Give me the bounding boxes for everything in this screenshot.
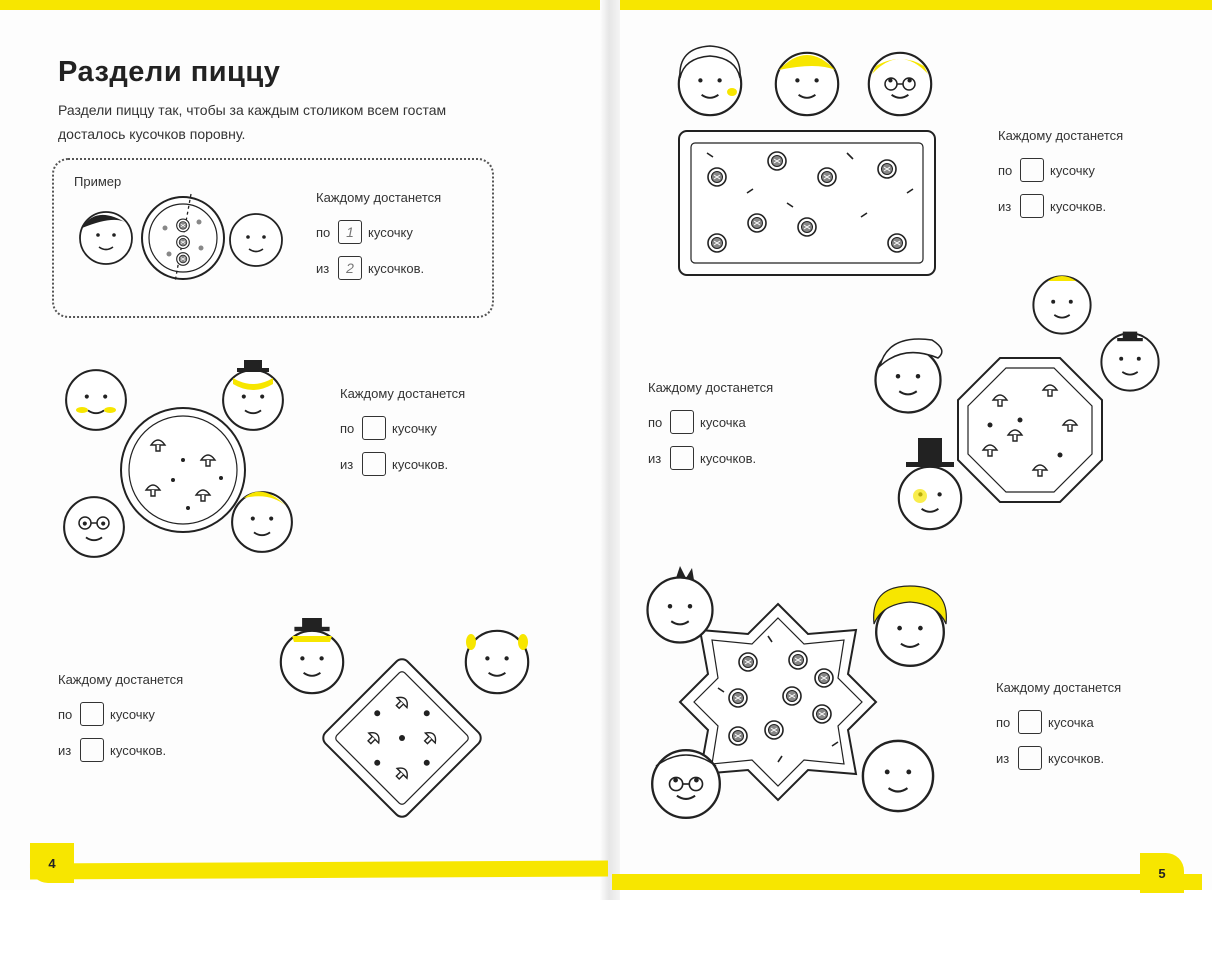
face-icon [232,492,292,552]
face-icon [876,339,942,412]
face-icon [223,360,283,430]
row-suffix: кусочков. [368,260,425,276]
pizza-icon [121,408,245,532]
row-prefix: по [998,162,1013,178]
row-prefix: по [996,714,1011,730]
task3-scene [679,46,935,275]
row-suffix: кусочку [368,224,413,240]
row-suffix: кусочку [392,420,437,436]
answer-heading: Каждому достанется [340,386,466,401]
example-label: Пример [74,174,122,189]
row-suffix: кусочка [700,414,746,430]
task5-scene [648,566,947,818]
task4-scene [876,276,1159,529]
pizza-icon [958,358,1102,502]
answer-heading: Каждому достанется [648,380,774,395]
answer-heading: Каждому достанется [316,190,442,205]
row-suffix: кусочку [1050,162,1095,178]
face-icon [679,46,741,115]
row-suffix: кусочку [110,706,155,722]
example-scene [80,194,282,282]
answer-heading: Каждому достанется [58,672,184,687]
row-prefix: по [316,224,331,240]
face-icon [64,497,124,557]
face-icon [80,212,132,264]
face-icon [776,53,838,115]
face-icon [230,214,282,266]
row-suffix: кусочков. [1048,750,1105,766]
row-prefix: из [340,456,354,472]
page-title: Раздели пиццу [58,56,281,88]
face-icon [874,586,947,666]
face-icon [1033,276,1090,334]
row-suffix: кусочка [1048,714,1094,730]
row-prefix: из [316,260,330,276]
answer-heading: Каждому достанется [996,680,1122,695]
face-icon [1101,332,1158,391]
face-icon [466,631,528,693]
row-suffix: кусочков. [700,450,757,466]
face-icon [652,750,720,818]
face-icon [281,618,343,693]
pizza-icon [142,194,224,282]
page-number-left: 4 [30,843,74,883]
face-icon [648,566,713,643]
page-number-right: 5 [1140,853,1184,893]
row-prefix: из [648,450,662,466]
answer-heading: Каждому достанется [998,128,1124,143]
row-suffix: кусочков. [1050,198,1107,214]
task1-scene [64,360,292,557]
instruction-text: Раздели пиццу так, чтобы за каждым столиком всем гостам досталось кусочков поровну. [58,102,447,142]
face-icon [899,438,961,529]
row-prefix: из [998,198,1012,214]
face-icon [863,741,933,811]
row-prefix: по [58,706,73,722]
row-prefix: по [648,414,663,430]
row-suffix: кусочков. [110,742,167,758]
pizza-icon [320,656,484,820]
task2-scene [281,618,528,820]
row-prefix: из [996,750,1010,766]
face-icon [66,370,126,430]
row-suffix: кусочков. [392,456,449,472]
face-icon [869,53,931,115]
answer-box: 1 [338,220,362,244]
row-prefix: из [58,742,72,758]
pizza-icon [679,131,935,275]
row-prefix: по [340,420,355,436]
answer-box: 2 [338,256,362,280]
